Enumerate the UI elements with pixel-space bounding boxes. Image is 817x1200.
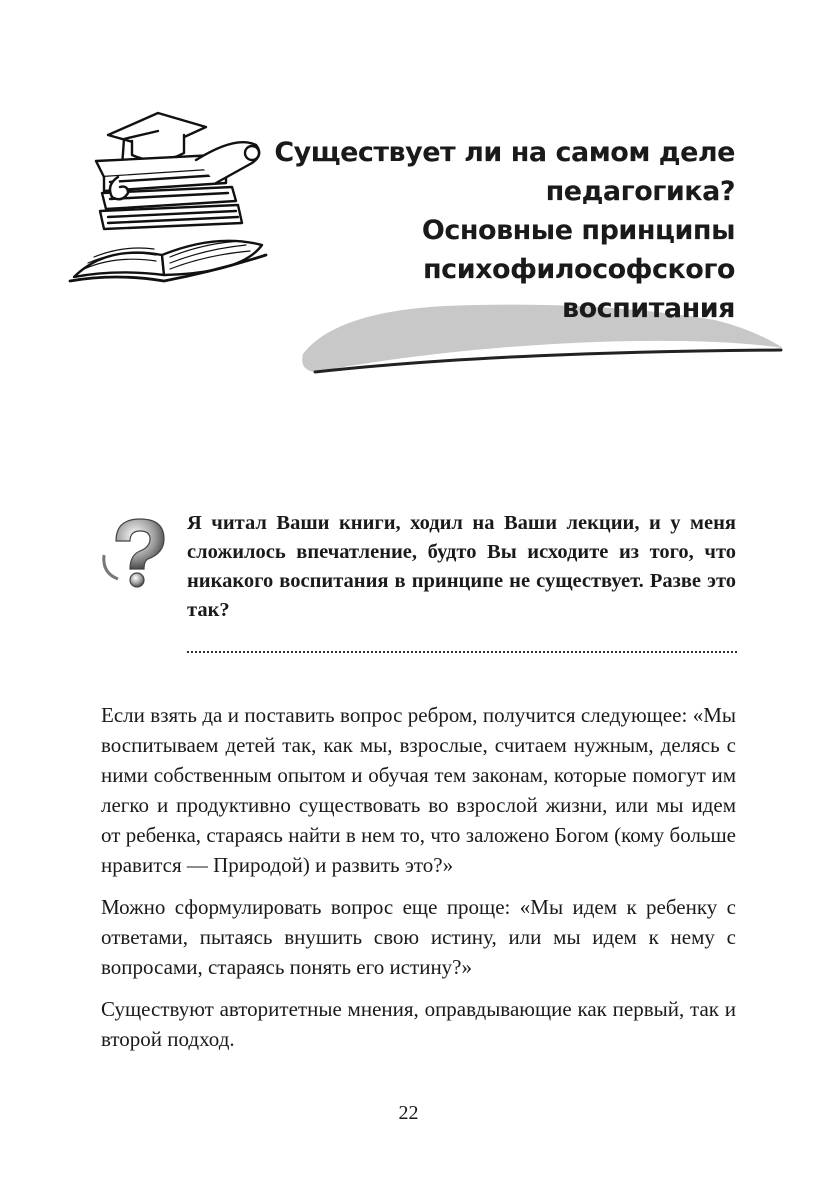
- dotted-divider: [187, 651, 737, 653]
- body-text: [101, 700, 736, 1066]
- chapter-title-line: Основные принципы: [421, 215, 735, 246]
- paragraph: Если взять да и поставить вопрос ребром, получится следующее: «Мы воспитываем детей так, как мы, взрослые, считаем нужным, делясь с ними собственным опытом и обучая тем законам, которые помогут им легко и продуктивно существовать во взрослой жизни, или мы идем от ребенка, стараясь найти в нем то, что заложено Богом (кому больше нравится — Природой) и развить это?»: [101, 703, 736, 877]
- question-text: Я читал Ваши книги, ходил на Ваши лекции, и у меня сложилось впечатление, будто Вы исходите из того, что никакого воспитания в принципе не существует. Разве это так?: [187, 512, 736, 621]
- chapter-title-line: психофилософского: [423, 254, 735, 285]
- chapter-title-line: воспитания: [562, 293, 735, 324]
- paragraph: Можно сформулировать вопрос еще проще: «Мы идем к ребенку с ответами, пытаясь внушить свою истину, или мы идем к нему с вопросами, стараясь понять его истину?»: [101, 895, 736, 979]
- chapter-title-line: педагогика?: [545, 176, 735, 207]
- page-number: 22: [398, 1102, 419, 1124]
- chapter-title-line: Существует ли на самом деле: [274, 137, 735, 168]
- paragraph: Существуют авторитетные мнения, оправдывающие как первый, так и второй подход.: [101, 997, 736, 1051]
- chapter-title: [265, 133, 735, 328]
- books-graduation-cap-icon: [66, 105, 271, 290]
- question-mark-icon: [100, 513, 176, 589]
